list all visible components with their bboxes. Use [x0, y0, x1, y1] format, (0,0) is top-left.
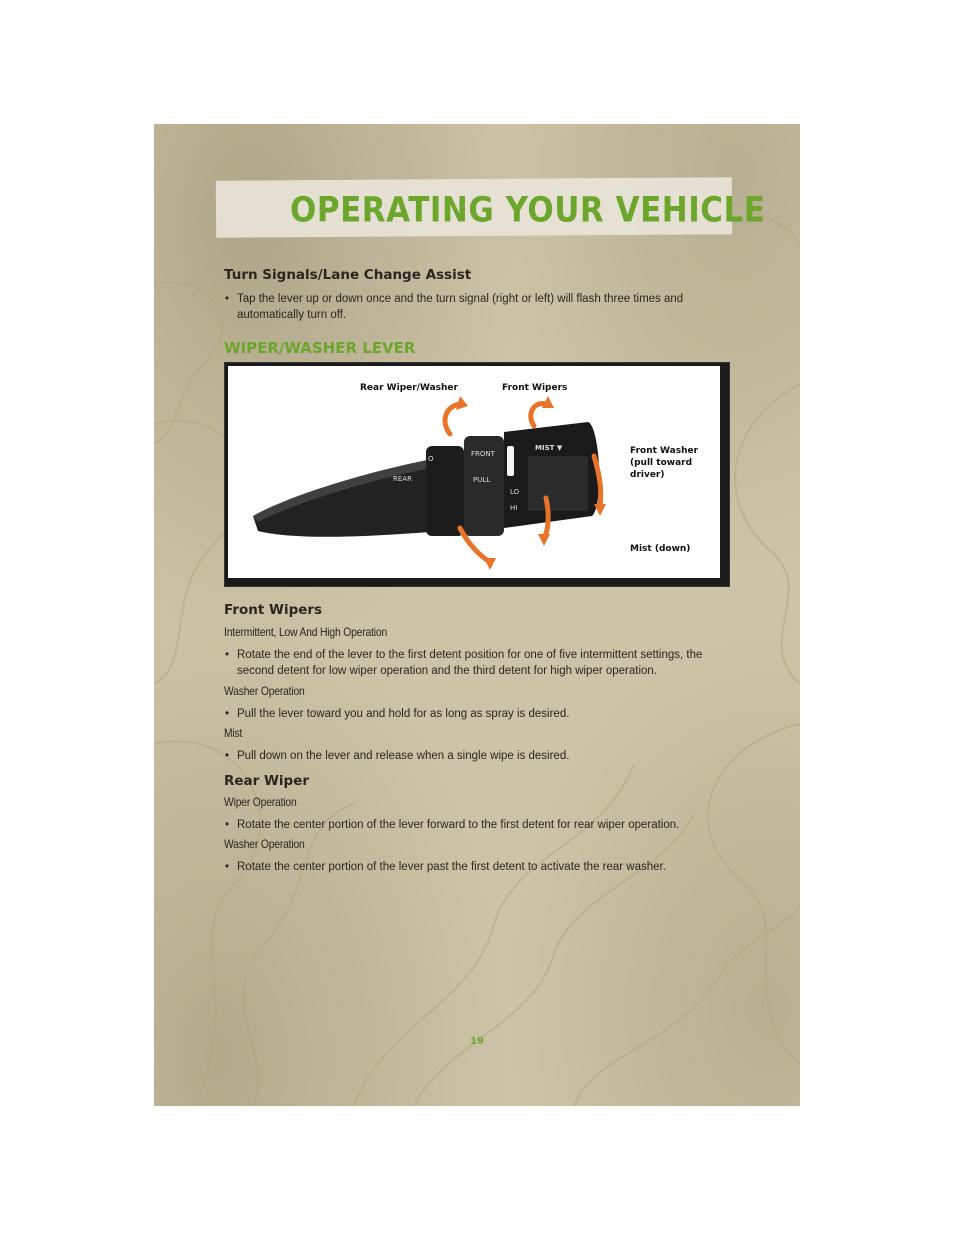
label-mist-down: Mist (down) [630, 544, 691, 554]
manual-page [154, 124, 800, 1106]
rear-wiper-heading: Rear Wiper [224, 773, 310, 789]
wiper-section-heading: WIPER/WASHER LEVER [224, 339, 416, 357]
front-wipers-bullet-intermittent: • Rotate the end of the lever to the first detent position for one of five intermittent settings, the second detent for low wiper operation and the third detent for high wiper operation. [225, 649, 703, 677]
page-title: OPERATING YOUR VEHICLE [290, 190, 766, 231]
page-number: 19 [470, 1036, 484, 1047]
lo-marking: LO [510, 488, 520, 496]
bullet-dot-icon: • [225, 861, 230, 873]
arrow-head-icon [538, 534, 550, 546]
bullet-dot-icon: • [225, 708, 230, 720]
label-front-washer: Front Washer (pull toward driver) [630, 446, 699, 480]
front-wipers-sub-mist: Mist [224, 726, 243, 740]
hi-marking: HI [510, 504, 518, 512]
arrow-head-icon [594, 504, 606, 516]
front-wipers-bullet-washer: • Pull the lever toward you and hold for as long as spray is desired. [225, 708, 570, 720]
rear-marking: REAR [393, 475, 412, 483]
rear-wiper-bullet-wiper: • Rotate the center portion of the lever forward to the first detent for rear wiper operation. [225, 819, 680, 831]
rear-wiper-sub-wiper: Wiper Operation [224, 795, 297, 809]
indicator-bar [507, 446, 514, 476]
front-wipers-heading: Front Wipers [224, 602, 323, 618]
turn-signals-heading: Turn Signals/Lane Change Assist [224, 267, 472, 283]
mist-marking: MIST ▼ [535, 444, 563, 452]
arrow-head-icon [484, 558, 496, 570]
front-wipers-bullet-mist: • Pull down on the lever and release when a single wipe is desired. [225, 750, 570, 762]
pull-marking: PULL [473, 476, 491, 484]
turn-signals-bullet: • Tap the lever up or down once and the turn signal (right or left) will flash three times and automatically turn off. [225, 293, 684, 321]
rear-wiper-sub-washer: Washer Operation [224, 837, 305, 851]
wiper-lever-figure [224, 362, 730, 587]
label-rear-wiper-washer: Rear Wiper/Washer [360, 383, 458, 393]
front-wipers-sub-intermittent: Intermittent, Low And High Operation [224, 625, 388, 639]
rear-wiper-bullet-washer: • Rotate the center portion of the lever past the first detent to activate the rear washer. [225, 861, 666, 873]
bullet-dot-icon: • [225, 819, 230, 831]
label-front-wipers: Front Wipers [502, 383, 568, 393]
front-marking: FRONT [471, 450, 495, 458]
bullet-dot-icon: • [225, 649, 230, 661]
knob-grip [528, 456, 588, 511]
front-wipers-sub-washer: Washer Operation [224, 684, 305, 698]
off-marking: O [428, 455, 434, 463]
bullet-dot-icon: • [225, 750, 230, 762]
bullet-dot-icon: • [225, 293, 230, 305]
